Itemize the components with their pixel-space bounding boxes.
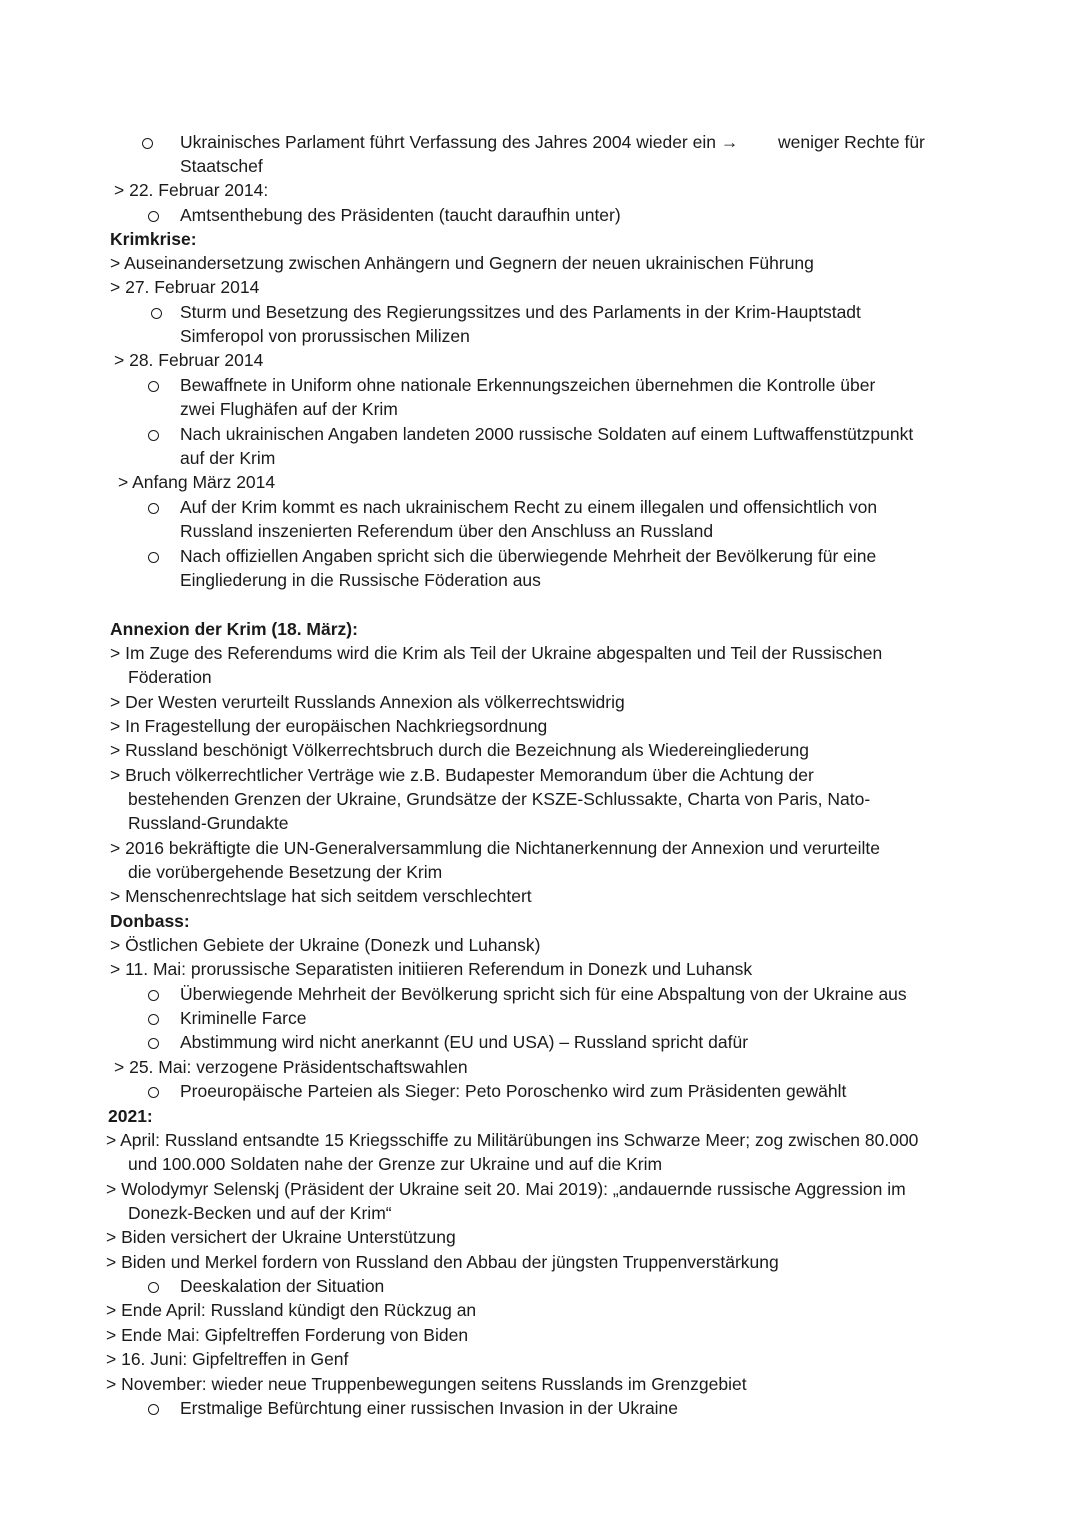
text-line: Russland inszenierten Referendum über den Anschluss an Russland — [180, 521, 714, 541]
bullet-circle-icon — [151, 308, 162, 319]
text-line: > Bruch völkerrechtlicher Verträge wie z.B. Budapester Memorandum über die Achtung der — [110, 765, 814, 785]
text-line: > November: wieder neue Truppenbewegungen seitens Russlands im Grenzgebiet — [106, 1374, 747, 1394]
text-line: Bewaffnete in Uniform ohne nationale Erkennungszeichen übernehmen die Kontrolle über — [180, 375, 876, 395]
section-heading: Krimkrise: — [110, 229, 197, 249]
text-line: bestehenden Grenzen der Ukraine, Grundsätze der KSZE-Schlussakte, Charta von Paris, Nato- — [128, 789, 871, 809]
bullet-circle-icon — [148, 1038, 159, 1049]
bullet-circle-icon — [148, 1014, 159, 1025]
text-line: > Biden und Merkel fordern von Russland den Abbau der jüngsten Truppenverstärkung — [106, 1252, 779, 1272]
text-line: > 16. Juni: Gipfeltreffen in Genf — [106, 1349, 349, 1369]
bullet-circle-icon — [142, 138, 153, 149]
text-line: Überwiegende Mehrheit der Bevölkerung spricht sich für eine Abspaltung von der Ukraine aus — [180, 984, 907, 1004]
text-line: die vorübergehende Besetzung der Krim — [128, 862, 443, 882]
text-line: Föderation — [128, 667, 212, 687]
text-line: > In Fragestellung der europäischen Nachkriegsordnung — [110, 716, 548, 736]
text-line: > Der Westen verurteilt Russlands Annexion als völkerrechtswidrig — [110, 692, 625, 712]
text-line: Simferopol von prorussischen Milizen — [180, 326, 470, 346]
text-line: > Ende Mai: Gipfeltreffen Forderung von Biden — [106, 1325, 469, 1345]
text-line: Ukrainisches Parlament führt Verfassung des Jahres 2004 wieder ein → — [180, 132, 739, 152]
text-line: auf der Krim — [180, 448, 276, 468]
section-heading: Annexion der Krim (18. März): — [110, 619, 358, 639]
text-line: Abstimmung wird nicht anerkannt (EU und USA) – Russland spricht dafür — [180, 1032, 749, 1052]
text-line: Proeuropäische Parteien als Sieger: Peto Poroschenko wird zum Präsidenten gewählt — [180, 1081, 847, 1101]
bullet-circle-icon — [148, 211, 159, 222]
bullet-circle-icon — [148, 1282, 159, 1293]
text-line: und 100.000 Soldaten nahe der Grenze zur Ukraine und auf die Krim — [128, 1154, 663, 1174]
text-line: > Biden versichert der Ukraine Unterstützung — [106, 1227, 456, 1247]
text-line: Amtsenthebung des Präsidenten (taucht daraufhin unter) — [180, 205, 621, 225]
text-line: > Ende April: Russland kündigt den Rückzug an — [106, 1300, 477, 1320]
bullet-circle-icon — [148, 503, 159, 514]
text-line: Nach offiziellen Angaben spricht sich die überwiegende Mehrheit der Bevölkerung für eine — [180, 546, 877, 566]
bullet-circle-icon — [148, 990, 159, 1001]
text-line: Kriminelle Farce — [180, 1008, 307, 1028]
text-line: > 25. Mai: verzogene Präsidentschaftswahlen — [114, 1057, 468, 1077]
bullet-circle-icon — [148, 1404, 159, 1415]
text-line: > Menschenrechtslage hat sich seitdem verschlechtert — [110, 886, 532, 906]
section-heading: 2021: — [108, 1106, 153, 1126]
text-line: Deeskalation der Situation — [180, 1276, 385, 1296]
text-line: Eingliederung in die Russische Föderation aus — [180, 570, 541, 590]
text-line: Nach ukrainischen Angaben landeten 2000 russische Soldaten auf einem Luftwaffenstützpunkt — [180, 424, 914, 444]
text-line: > Russland beschönigt Völkerrechtsbruch durch die Bezeichnung als Wiedereingliederung — [110, 740, 809, 760]
text-line: > 11. Mai: prorussische Separatisten initiieren Referendum in Donezk und Luhansk — [110, 959, 753, 979]
text-line: > Wolodymyr Selenskj (Präsident der Ukraine seit 20. Mai 2019): „andauernde russische Aggression im — [106, 1179, 906, 1199]
text-line: > Östlichen Gebiete der Ukraine (Donezk und Luhansk) — [110, 935, 541, 955]
section-heading: Donbass: — [110, 911, 190, 931]
text-line: zwei Flughäfen auf der Krim — [180, 399, 398, 419]
text-line: > 27. Februar 2014 — [110, 277, 260, 297]
text-line: Erstmalige Befürchtung einer russischen Invasion in der Ukraine — [180, 1398, 679, 1418]
text-line: Staatschef — [180, 156, 263, 176]
text-line: Donezk-Becken und auf der Krim“ — [128, 1203, 392, 1223]
text-line: > Anfang März 2014 — [118, 472, 276, 492]
bullet-circle-icon — [148, 381, 159, 392]
text-line: > Im Zuge des Referendums wird die Krim als Teil der Ukraine abgespalten und Teil der Russischen — [110, 643, 883, 663]
bullet-circle-icon — [148, 1087, 159, 1098]
text-line: > Auseinandersetzung zwischen Anhängern und Gegnern der neuen ukrainischen Führung — [110, 253, 814, 273]
bullet-circle-icon — [148, 430, 159, 441]
text-line: > 28. Februar 2014 — [114, 350, 264, 370]
text-line: > 2016 bekräftigte die UN-Generalversammlung die Nichtanerkennung der Annexion und verurteilte — [110, 838, 880, 858]
text-line: > 22. Februar 2014: — [114, 180, 269, 200]
text-line: weniger Rechte für — [778, 132, 925, 152]
bullet-circle-icon — [148, 552, 159, 563]
text-line: Russland-Grundakte — [128, 813, 289, 833]
text-line: Auf der Krim kommt es nach ukrainischem Recht zu einem illegalen und offensichtlich von — [180, 497, 878, 517]
text-line: Sturm und Besetzung des Regierungssitzes und des Parlaments in der Krim-Hauptstadt — [180, 302, 861, 322]
text-line: > April: Russland entsandte 15 Kriegsschiffe zu Militärübungen ins Schwarze Meer; zog zwischen 80.000 — [106, 1130, 919, 1150]
